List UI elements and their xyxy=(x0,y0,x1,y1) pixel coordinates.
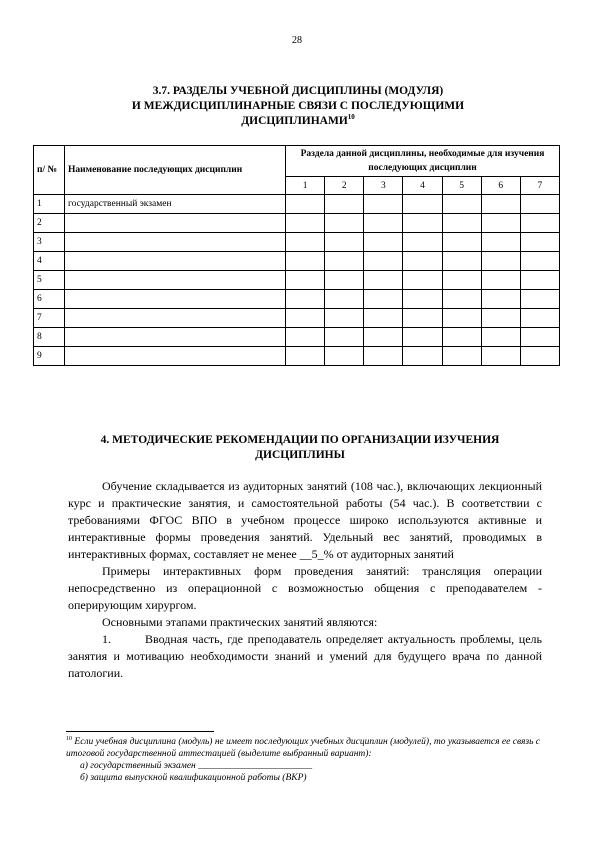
section-cell xyxy=(364,290,403,309)
section-cell xyxy=(442,233,481,252)
section-cell xyxy=(403,290,442,309)
section-cell xyxy=(481,214,520,233)
table-row xyxy=(34,290,560,309)
section-cell xyxy=(442,309,481,328)
section-cell xyxy=(442,328,481,347)
row-number: 5 xyxy=(34,271,65,290)
heading-line-text: ДИСЦИПЛИНАМИ xyxy=(241,115,348,127)
section-cell xyxy=(481,328,520,347)
section-cell xyxy=(442,252,481,271)
section-cell xyxy=(403,271,442,290)
section-cell xyxy=(520,233,559,252)
section-cell xyxy=(325,328,364,347)
discipline-name-cell: государственный экзамен xyxy=(65,195,286,214)
section-cell xyxy=(481,347,520,366)
section-3-7-heading xyxy=(66,84,530,129)
paragraph: Примеры интерактивных форм проведения занятий: трансляция операции непосредственно из операционной с возможностью общения с преподавателем - оперирующим хирургом. xyxy=(68,564,542,612)
section-cell xyxy=(520,252,559,271)
footnote-mark: 10 xyxy=(66,736,72,742)
section-cell xyxy=(442,195,481,214)
section-cell xyxy=(364,328,403,347)
footnote-reference: 10 xyxy=(347,113,355,121)
page-number: 28 xyxy=(292,35,302,46)
section-cell xyxy=(442,290,481,309)
numbered-item xyxy=(68,631,542,682)
section-cell xyxy=(325,271,364,290)
heading-line: 4. МЕТОДИЧЕСКИЕ РЕКОМЕНДАЦИИ ПО ОРГАНИЗАЦИИ ИЗУЧЕНИЯ xyxy=(100,434,500,446)
item-text: Вводная часть, где преподаватель определяет актуальность проблемы, цель занятия и мотивацию необходимости знаний и умений для будущего врача по данной патологии. xyxy=(68,632,542,680)
section-cell xyxy=(520,347,559,366)
discipline-name-cell xyxy=(65,347,286,366)
section-cell xyxy=(364,347,403,366)
section-cell xyxy=(325,195,364,214)
section-cell xyxy=(481,271,520,290)
discipline-name-cell xyxy=(65,290,286,309)
row-number: 4 xyxy=(34,252,65,271)
heading-line xyxy=(66,114,530,129)
discipline-name-cell xyxy=(65,214,286,233)
footnote-option-b: б) защита выпускной квалификационной работы (ВКР) xyxy=(80,773,307,783)
sub-column-header: 1 xyxy=(286,177,325,195)
section-cell xyxy=(403,328,442,347)
section-cell xyxy=(403,233,442,252)
section-cell xyxy=(520,309,559,328)
row-number: 1 xyxy=(34,195,65,214)
section-cell xyxy=(325,252,364,271)
footnote xyxy=(66,736,540,784)
sub-column-header: 4 xyxy=(403,177,442,195)
section-cell xyxy=(520,271,559,290)
disciplines-table xyxy=(33,145,560,366)
table-row xyxy=(34,214,560,233)
section-cell xyxy=(286,328,325,347)
section-cell xyxy=(286,233,325,252)
heading-line: И МЕЖДИСЦИПЛИНАРНЫЕ СВЯЗИ С ПОСЛЕДУЮЩИМИ xyxy=(131,100,465,112)
footnote-option-a: а) государственный экзамен ________________________ xyxy=(80,761,313,771)
sub-column-header: 3 xyxy=(364,177,403,195)
section-cell xyxy=(286,252,325,271)
row-number: 3 xyxy=(34,233,65,252)
table-row xyxy=(34,233,560,252)
section-cell xyxy=(442,271,481,290)
section-cell xyxy=(520,290,559,309)
section-cell xyxy=(325,309,364,328)
heading-line: ДИСЦИПЛИНЫ xyxy=(255,449,345,461)
column-header-name: Наименование последующих дисциплин xyxy=(65,146,286,195)
table-row xyxy=(34,309,560,328)
row-number: 6 xyxy=(34,290,65,309)
table-row xyxy=(34,195,560,214)
section-cell xyxy=(286,290,325,309)
row-number: 7 xyxy=(34,309,65,328)
section-cell xyxy=(481,233,520,252)
section-cell xyxy=(325,347,364,366)
sub-column-header: 7 xyxy=(520,177,559,195)
section-4-heading xyxy=(60,433,540,463)
section-cell xyxy=(520,195,559,214)
section-cell xyxy=(364,271,403,290)
table-row xyxy=(34,347,560,366)
sub-column-header: 5 xyxy=(442,177,481,195)
section-cell xyxy=(481,252,520,271)
section-cell xyxy=(364,195,403,214)
section-cell xyxy=(403,252,442,271)
section-cell xyxy=(403,309,442,328)
section-cell xyxy=(520,214,559,233)
section-cell xyxy=(364,233,403,252)
section-cell xyxy=(403,347,442,366)
row-number: 9 xyxy=(34,347,65,366)
table-row xyxy=(34,328,560,347)
paragraph: Основными этапами практических занятий являются: xyxy=(102,615,378,629)
footnote-separator xyxy=(66,731,214,732)
column-header-sections: Раздела данной дисциплины, необходимые для изучения последующих дисциплин xyxy=(286,146,560,177)
section-cell xyxy=(403,214,442,233)
section-cell xyxy=(481,309,520,328)
row-number: 2 xyxy=(34,214,65,233)
section-cell xyxy=(286,214,325,233)
section-cell xyxy=(403,195,442,214)
discipline-name-cell xyxy=(65,309,286,328)
row-number: 8 xyxy=(34,328,65,347)
section-cell xyxy=(286,271,325,290)
section-cell xyxy=(364,214,403,233)
heading-line: 3.7. РАЗДЕЛЫ УЧЕБНОЙ ДИСЦИПЛИНЫ (МОДУЛЯ) xyxy=(152,85,444,97)
section-cell xyxy=(364,309,403,328)
discipline-name-cell xyxy=(65,328,286,347)
paragraph: Обучение складывается из аудиторных занятий (108 час.), включающих лекционный курс и практические занятия, и самостоятельной работы (54 час.). В соответствии с требованиями ФГОС ВПО в учебном процессе широко используются активные и интерактивные формы проведения занятий. Удельный вес занятий, проводимых в интерактивных формах, составляет не менее __5_% от аудиторных занятий xyxy=(68,479,542,561)
section-cell xyxy=(442,214,481,233)
section-cell xyxy=(325,290,364,309)
section-cell xyxy=(325,233,364,252)
sub-column-header: 6 xyxy=(481,177,520,195)
section-cell xyxy=(325,214,364,233)
section-cell xyxy=(520,328,559,347)
item-number: 1. xyxy=(102,632,111,646)
sub-column-header: 2 xyxy=(325,177,364,195)
section-cell xyxy=(481,195,520,214)
table-row xyxy=(34,271,560,290)
discipline-name-cell xyxy=(65,252,286,271)
discipline-name-cell xyxy=(65,233,286,252)
discipline-name-cell xyxy=(65,271,286,290)
column-header-number: п/ № xyxy=(34,146,65,195)
footnote-body: Если учебная дисциплина (модуль) не имеет последующих учебных дисциплин (модулей), то указывается ее связь с итоговой государственной аттестацией (выделите выбранный вариант): xyxy=(66,737,540,759)
section-cell xyxy=(364,252,403,271)
table-row xyxy=(34,252,560,271)
body-text xyxy=(68,478,542,682)
section-cell xyxy=(286,347,325,366)
section-cell xyxy=(481,290,520,309)
footnote-text xyxy=(66,736,540,760)
section-cell xyxy=(442,347,481,366)
section-cell xyxy=(286,195,325,214)
section-cell xyxy=(286,309,325,328)
